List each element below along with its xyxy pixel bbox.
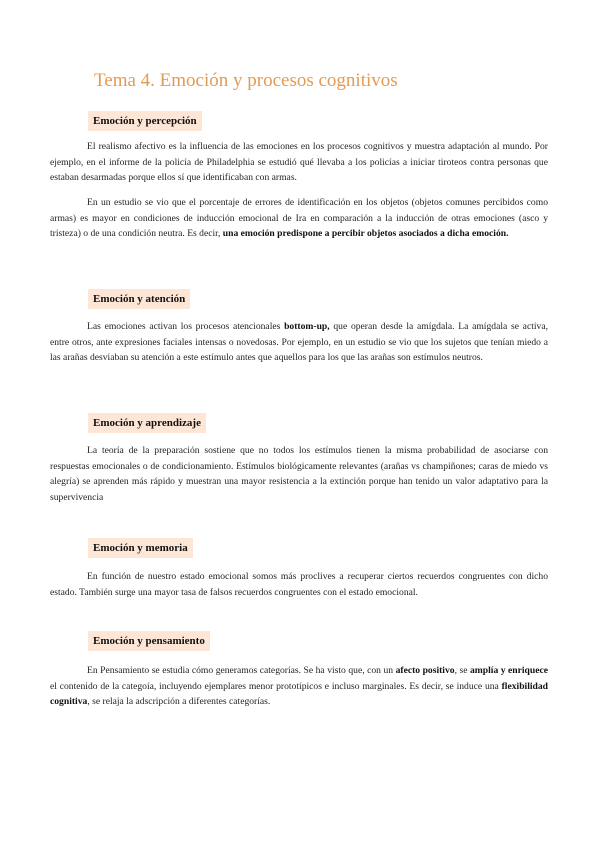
text-run: , se <box>454 665 470 676</box>
paragraph <box>50 319 548 366</box>
section-heading-pensamiento: Emoción y pensamiento <box>88 631 210 651</box>
bold-text: bottom-up, <box>284 321 330 332</box>
paragraph <box>50 139 548 186</box>
text-run: El realismo afectivo es la influencia de las emociones en los procesos cognitivos y muestra adaptación al mundo. Por ejemplo, en el informe de la policía de Philadelphia se estudió qué llevaba a los policías a iniciar tiroteos contra personas que estaban desarmadas porque ellos sí que identificaban con armas. <box>50 141 548 184</box>
text-run: En un estudio se vio que el porcentaje de errores de identificación en los objetos (objetos comunes percibidos como armas) es mayor en condiciones de inducción emocional de Ira en comparación a la inducción de otras emociones (asco y tristeza) o de una condición neutra. Es decir, <box>50 197 548 240</box>
paragraph <box>50 569 548 600</box>
bold-text: flexibilidad cognitiva <box>50 680 548 708</box>
page-title: Tema 4. Emoción y procesos cognitivos <box>94 70 398 91</box>
bold-text: amplía y enriquece <box>469 665 549 676</box>
text-run: En Pensamiento se estudia cómo generamos categorías. Se ha visto que, con un <box>87 665 396 676</box>
text-run: La teoría de la preparación sostiene que no todos los estímulos tienen la misma probabilidad de asociarse con respuestas emocionales o de condicionamiento. Estímulos biológicamente relevantes (arañas vs champiñones; caras de miedo vs alegría) se aprenden más rápido y muestran una mayor resistencia a la extinción porque han tenido un valor adaptativo para la supervivencia <box>50 445 548 504</box>
section-heading-memoria: Emoción y memoria <box>88 538 193 558</box>
section-heading-percepcion: Emoción y percepción <box>88 111 202 131</box>
paragraph <box>50 195 548 242</box>
bold-text: afecto positivo <box>395 665 455 676</box>
bold-text: una emoción predispone a percibir objetos asociados a dicha emoción. <box>222 228 509 240</box>
section-heading-aprendizaje: Emoción y aprendizaje <box>88 413 206 433</box>
section-heading-atencion: Emoción y atención <box>88 289 190 309</box>
text-run: que operan desde la amígdala. La amígdala se activa, entre otros, ante expresiones faciales intensas o novedosas. Por ejemplo, en un estudio se vio que los sujetos que tenían miedo a las arañas desviaban su atención a este estímulo antes que aquellos para los que las arañas son estímulos neutros. <box>50 321 548 364</box>
text-run: el contenido de la categoía, incluyendo ejemplares menor prototípicos e incluso marginales. Es decir, se induce una <box>50 680 502 692</box>
paragraph <box>50 443 548 506</box>
paragraph <box>50 663 548 710</box>
text-run: Las emociones activan los procesos atencionales <box>87 321 285 332</box>
text-run: En función de nuestro estado emocional somos más proclives a recuperar ciertos recuerdos congruentes con dicho estado. También surge una mayor tasa de falsos recuerdos congruentes con el estado emocional. <box>50 571 548 598</box>
text-run: , se relaja la adscripción a diferentes categorías. <box>87 696 271 708</box>
